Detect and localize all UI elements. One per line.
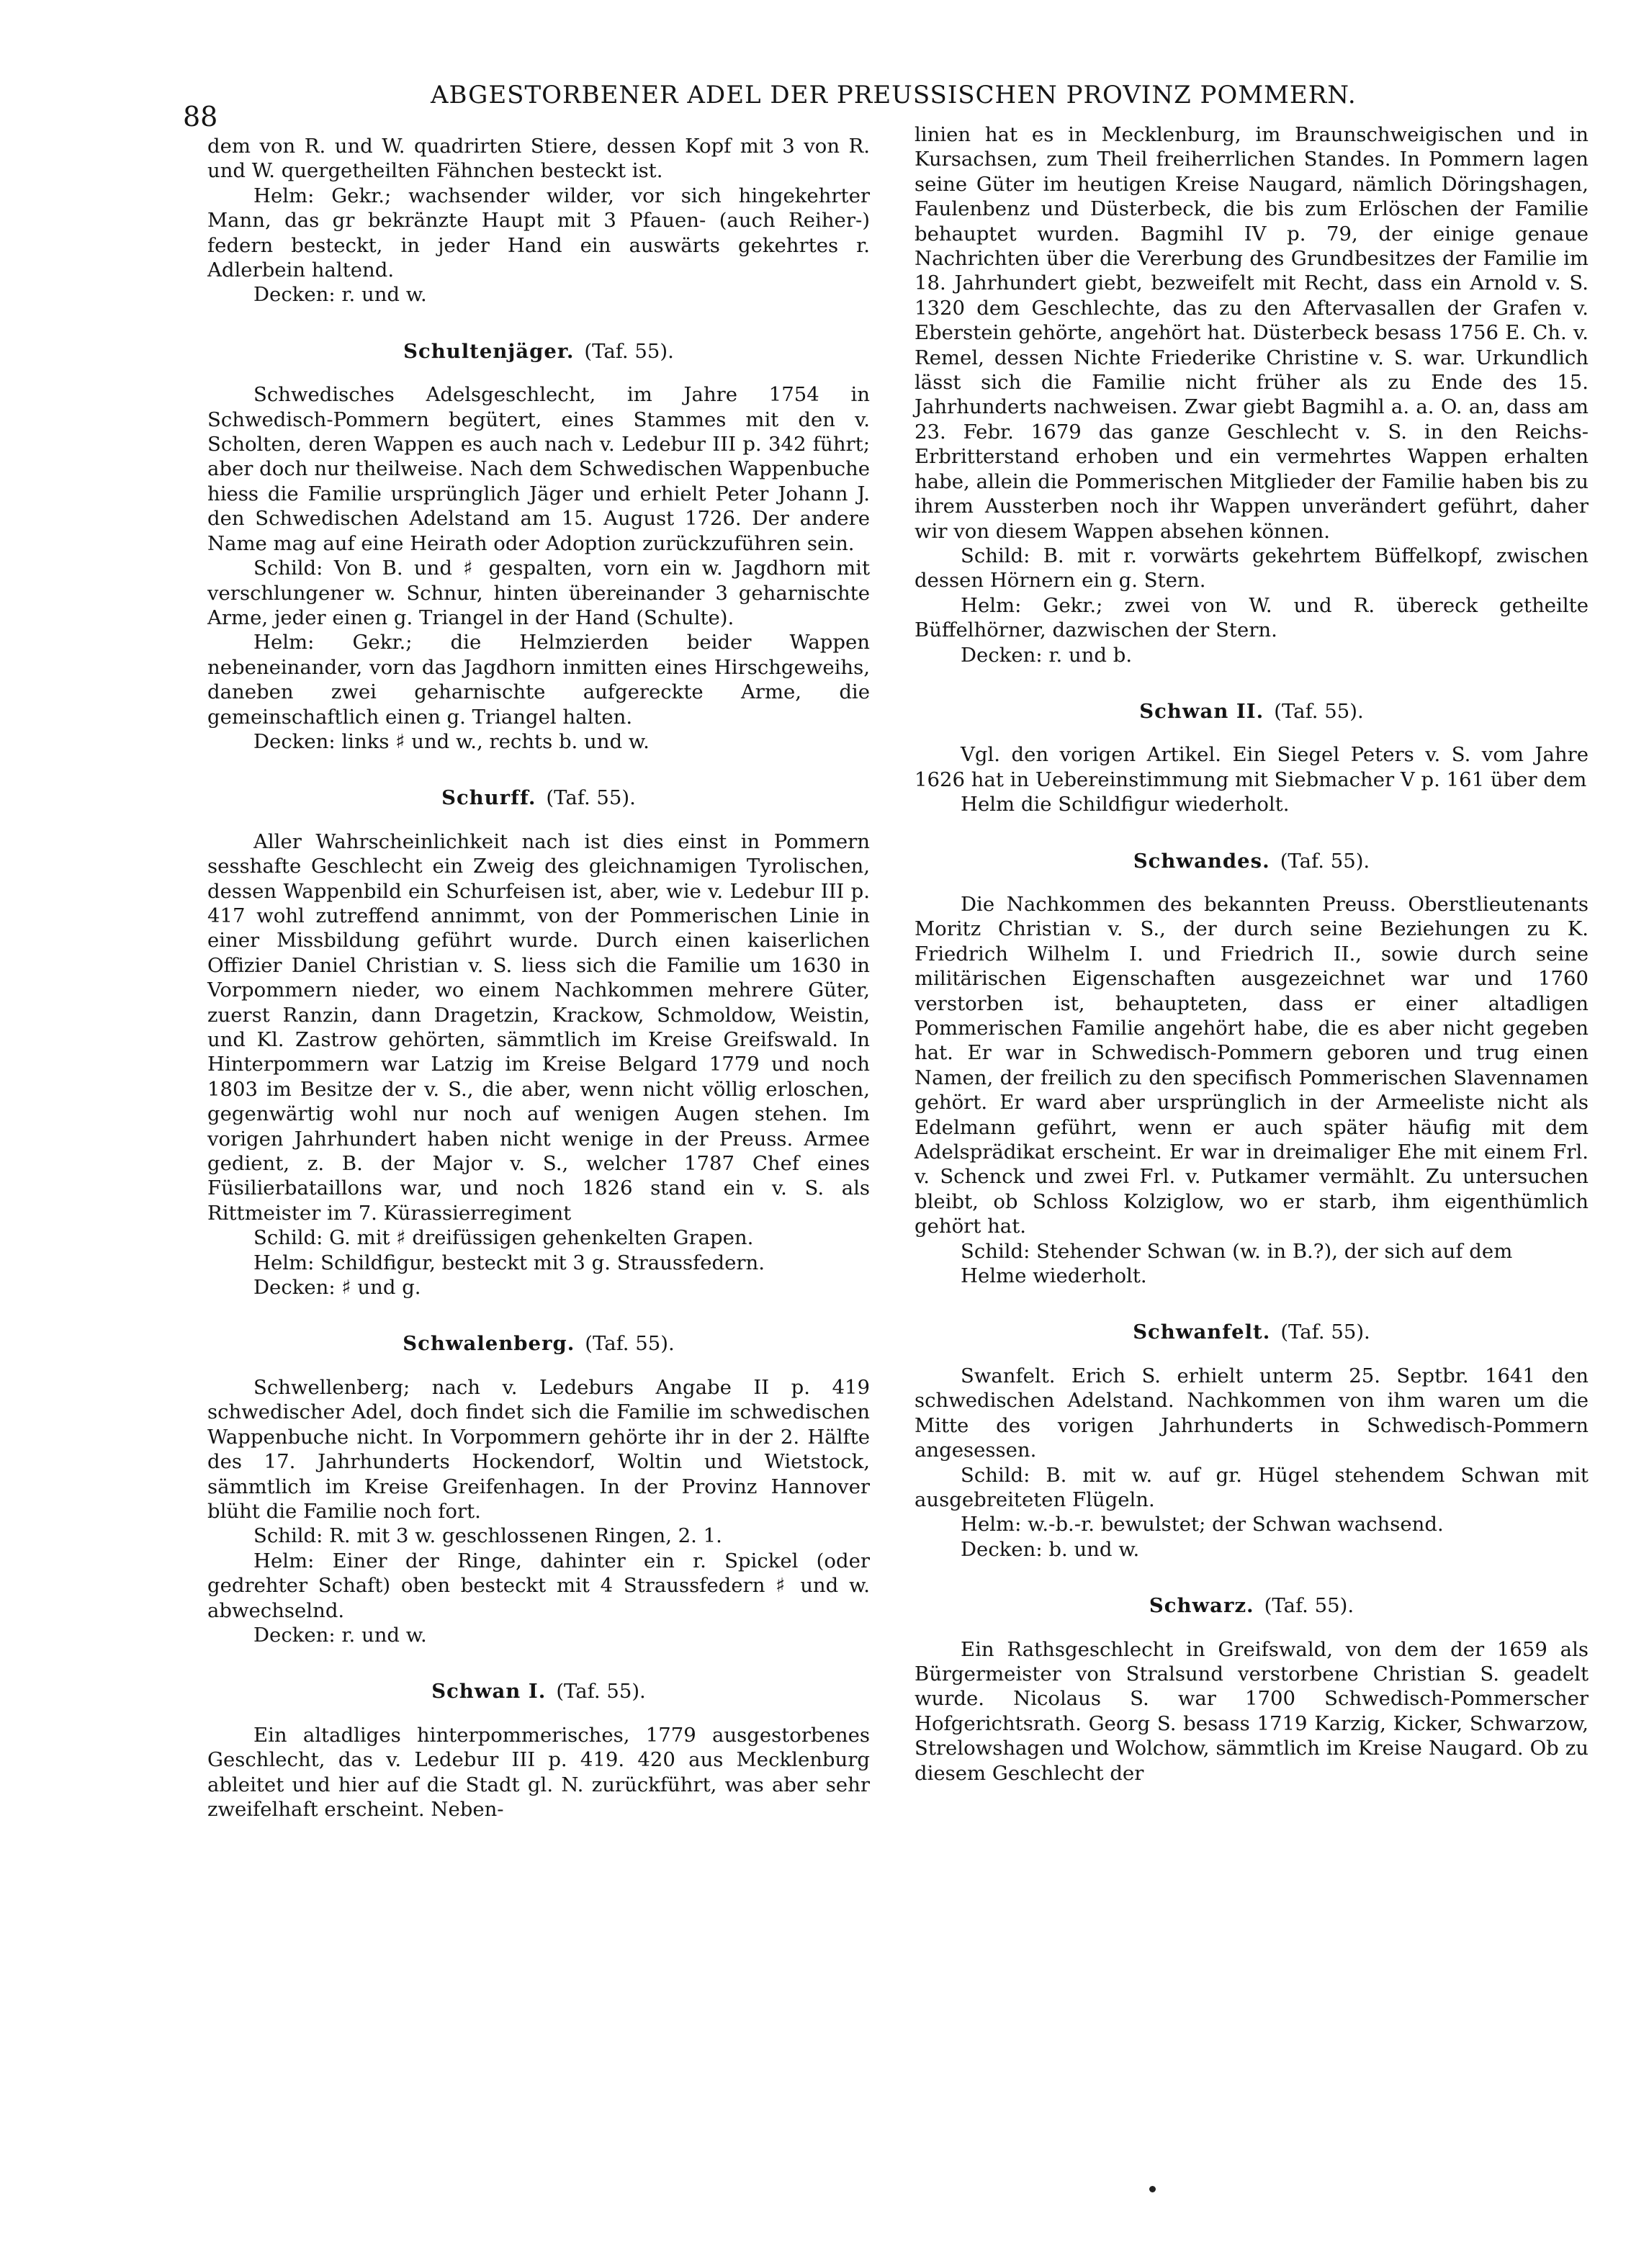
plate-reference: (Taf. 55). xyxy=(584,339,674,363)
paragraph: Helm die Schildfigur wiederholt. xyxy=(961,793,1290,816)
entry-heading xyxy=(915,849,1589,873)
plate-reference: (Taf. 55). xyxy=(1274,699,1364,723)
paragraph: Swanfelt. Erich S. erhielt unterm 25. Septbr. 1641 den schwedischen Adelstand. Nachkommen von ihm waren um die Mitte des vorigen Jahrhunderts in Schwedisch-Pommern angesessen. xyxy=(915,1364,1589,1462)
plate-reference: (Taf. 55). xyxy=(1280,849,1370,873)
entry-name: Schwarz. xyxy=(1149,1594,1254,1618)
paragraph: Helm: Einer der Ringe, dahinter ein r. Spickel (oder gedrehter Schaft) oben besteckt mit 4 Straussfedern ♯ und w. abwechselnd. xyxy=(207,1549,870,1622)
entry-name: Schultenjäger. xyxy=(403,339,575,363)
paragraph: Schild: B. mit r. vorwärts gekehrtem Büffelkopf, zwischen dessen Hörnern ein g. Stern. xyxy=(915,544,1589,593)
entry-name: Schwan II. xyxy=(1139,699,1264,723)
entry-heading xyxy=(207,1679,870,1704)
page-number: 88 xyxy=(183,101,218,132)
paragraph: Decken: b. und w. xyxy=(961,1537,1140,1561)
paragraph: Helm: Gekr.; wachsender wilder, vor sich hingekehrter Mann, das gr bekränzte Haupt mit 3 Pfauen- (auch Reiher-) federn besteckt, in jeder Hand ein auswärts gekehrtes r. Adlerbein haltend. xyxy=(207,184,870,282)
entry-heading xyxy=(915,1593,1589,1618)
plate-reference: (Taf. 55). xyxy=(556,1680,646,1704)
plate-reference: (Taf. 55). xyxy=(1264,1594,1354,1618)
plate-reference: (Taf. 55). xyxy=(546,786,636,810)
entry-heading xyxy=(207,339,870,364)
entry-name: Schwandes. xyxy=(1133,849,1270,873)
paragraph: linien hat es in Mecklenburg, im Braunschweigischen und in Kursachsen, zum Theil freiherrlichen Standes. In Pommern lagen seine Güter im heutigen Kreise Naugard, nämlich Döringshagen, Faulenbenz und Düsterbeck, die bis zum Erlöschen der Familie behauptet wurden. Bagmihl IV p. 79, der einige genaue Nachrichten über die Vererbung des Grundbesitzes der Familie im 18. Jahrhundert giebt, bezweifelt mit Recht, dass ein Arnold v. S. 1320 dem Geschlechte, das zu den Aftervasallen der Grafen v. Eberstein gehörte, angehört hat. Düsterbeck besass 1756 E. Ch. v. Remel, dessen Nichte Friederike Christine v. S. war. Urkundlich lässt sich die Familie nicht früher als zu Ende des 15. Jahrhunderts nachweisen. Zwar giebt Bagmihl a. a. O. an, dass am 23. Febr. 1679 das ganze Geschlecht v. S. in den Reichs-Erbritterstand erhoben und ein vermehrtes Wappen erhalten habe, allein die Pommerischen Mitglieder der Familie haben bis zu ihrem Aussterben noch ihr Wappen unverändert geführt, daher wir von diesem Wappen absehen können. xyxy=(915,123,1589,543)
entry-heading xyxy=(207,786,870,810)
entry-name: Schwan I. xyxy=(431,1680,547,1704)
paragraph: Schild: R. mit 3 w. geschlossenen Ringen, 2. 1. xyxy=(253,1524,722,1548)
paragraph: Schwellenberg; nach v. Ledeburs Angabe II p. 419 schwedischer Adel, doch findet sich die Familie im schwedischen Wappenbuche nicht. In Vorpommern gehörte ihr in der 2. Hälfte des 17. Jahrhunderts Hockendorf, Woltin und Wietstock, sämmtlich im Kreise Greifenhagen. In der Provinz Hannover blüht die Familie noch fort. xyxy=(207,1375,870,1523)
paragraph: dem von R. und W. quadrirten Stiere, dessen Kopf mit 3 von R. und W. quergetheilten Fähnchen besteckt ist. xyxy=(207,135,870,183)
paragraph: Schwedisches Adelsgeschlecht, im Jahre 1754 in Schwedisch-Pommern begütert, eines Stammes mit den v. Scholten, deren Wappen es auch nach v. Ledebur III p. 342 führt; aber doch nur theilweise. Nach dem Schwedischen Wappenbuche hiess die Familie ursprünglich Jäger und erhielt Peter Johann J. den Schwedischen Adelstand am 15. August 1726. Der andere Name mag auf eine Heirath oder Adoption zurückzuführen sein. xyxy=(207,383,870,555)
plate-reference: (Taf. 55). xyxy=(1280,1320,1370,1344)
paragraph: Schild: Von B. und ♯ gespalten, vorn ein w. Jagdhorn mit verschlungener w. Schnur, hinten übereinander 3 geharnischte Arme, jeder einen g. Triangel in der Hand (Schulte). xyxy=(207,557,870,629)
right-column xyxy=(915,122,1589,1786)
paragraph: Schild: B. mit w. auf gr. Hügel stehendem Schwan mit ausgebreiteten Flügeln. xyxy=(915,1463,1589,1511)
paragraph: Helm: Schildfigur, besteckt mit 3 g. Straussfedern. xyxy=(253,1251,765,1274)
entry-heading xyxy=(207,1331,870,1356)
paragraph: Vgl. den vorigen Artikel. Ein Siegel Peters v. S. vom Jahre 1626 hat in Uebereinstimmung mit Siebmacher V p. 161 über dem xyxy=(915,743,1589,791)
paragraph: Die Nachkommen des bekannten Preuss. Oberstlieutenants Moritz Christian v. S., der durch seine Beziehungen zu K. Friedrich Wilhelm I. und Friedrich II., sowie durch seine militärischen Eigenschaften ausgezeichnet war und 1760 verstorben ist, behaupteten, dass er einer altadligen Pommerischen Familie angehört habe, die es aber nicht gegeben hat. Er war in Schwedisch-Pommern geboren und trug einen Namen, der freilich zu den specifisch Pommerischen Slavennamen gehört. Er ward aber ursprünglich in der Armeeliste nicht als Edelmann geführt, wenn er auch später häufig mit dem Adelsprädikat erscheint. Er war in dreimaliger Ehe mit einem Frl. v. Schenck und zwei Frl. v. Putkamer vermählt. Zu untersuchen bleibt, ob Schloss Kolziglow, wo er starb, ihm eigenthümlich gehört hat. xyxy=(915,892,1589,1238)
entry-heading xyxy=(915,699,1589,724)
paragraph: Decken: r. und b. xyxy=(961,643,1133,667)
running-head: ABGESTORBENER ADEL DER PREUSSISCHEN PROVINZ POMMERN. xyxy=(431,81,1357,109)
paragraph: Helm: Gekr.; zwei von W. und R. übereck getheilte Büffelhörner, dazwischen der Stern. xyxy=(915,593,1589,642)
footer-dot xyxy=(1149,2186,1156,2192)
entry-name: Schurff. xyxy=(441,786,536,810)
paragraph: Helm: Gekr.; die Helmzierden beider Wappen nebeneinander, vorn das Jagdhorn inmitten eines Hirschgeweihs, daneben zwei geharnischte aufgereckte Arme, die gemeinschaftlich einen g. Triangel halten. xyxy=(207,631,870,729)
paragraph: Ein altadliges hinterpommerisches, 1779 ausgestorbenes Geschlecht, das v. Ledebur III p. 419. 420 aus Mecklenburg ableitet und hier auf die Stadt gl. N. zurückführt, was aber sehr zweifelhaft erscheint. Neben- xyxy=(207,1723,870,1821)
paragraph: Decken: r. und w. xyxy=(253,283,427,307)
paragraph: Aller Wahrscheinlichkeit nach ist dies einst in Pommern sesshafte Geschlecht ein Zweig des gleichnamigen Tyrolischen, dessen Wappenbild ein Schurfeisen ist, aber, wie v. Ledebur III p. 417 wohl zutreffend annimmt, von der Pommerischen Linie in einer Missbildung geführt wurde. Durch einen kaiserlichen Offizier Daniel Christian v. S. liess sich die Familie um 1630 in Vorpommern nieder, wo einem Nachkommen mehrere Güter, zuerst Ranzin, dann Dragetzin, Krackow, Schmoldow, Weistin, und Kl. Zastrow gehörten, sämmtlich im Kreise Greifswald. In Hinterpommern war Latzig im Kreise Belgard 1779 und noch 1803 im Besitze der v. S., die aber, wenn nicht völlig erloschen, gegenwärtig wohl nur noch auf wenigen Augen stehen. Im vorigen Jahrhundert haben nicht wenige in der Preuss. Armee gedient, z. B. der Major v. S., welcher 1787 Chef eines Füsilierbataillons war, und noch 1826 stand ein v. S. als Rittmeister im 7. Kürassierregiment xyxy=(207,829,870,1225)
entry-heading xyxy=(915,1320,1589,1344)
paragraph: Helme wiederholt. xyxy=(961,1264,1147,1288)
paragraph: Schild: Stehender Schwan (w. in B.?), der sich auf dem xyxy=(961,1239,1513,1263)
paragraph: Decken: ♯ und g. xyxy=(253,1276,421,1300)
paragraph: Decken: r. und w. xyxy=(253,1623,427,1647)
entry-name: Schwanfelt. xyxy=(1133,1320,1271,1344)
left-column xyxy=(207,134,870,1822)
plate-reference: (Taf. 55). xyxy=(585,1332,675,1356)
entry-name: Schwalenberg. xyxy=(403,1332,575,1356)
paragraph: Decken: links ♯ und w., rechts b. und w. xyxy=(253,729,650,753)
paragraph: Schild: G. mit ♯ dreifüssigen gehenkelten Grapen. xyxy=(253,1226,754,1250)
paragraph: Helm: w.-b.-r. bewulstet; der Schwan wachsend. xyxy=(961,1513,1444,1536)
paragraph: Ein Rathsgeschlecht in Greifswald, von dem der 1659 als Bürgermeister von Stralsund verstorbene Christian S. geadelt wurde. Nicolaus S. war 1700 Schwedisch-Pommerscher Hofgerichtsrath. Georg S. besass 1719 Karzig, Kicker, Schwarzow, Strelowshagen und Wolchow, sämmtlich im Kreise Naugard. Ob zu diesem Geschlecht der xyxy=(915,1637,1589,1785)
